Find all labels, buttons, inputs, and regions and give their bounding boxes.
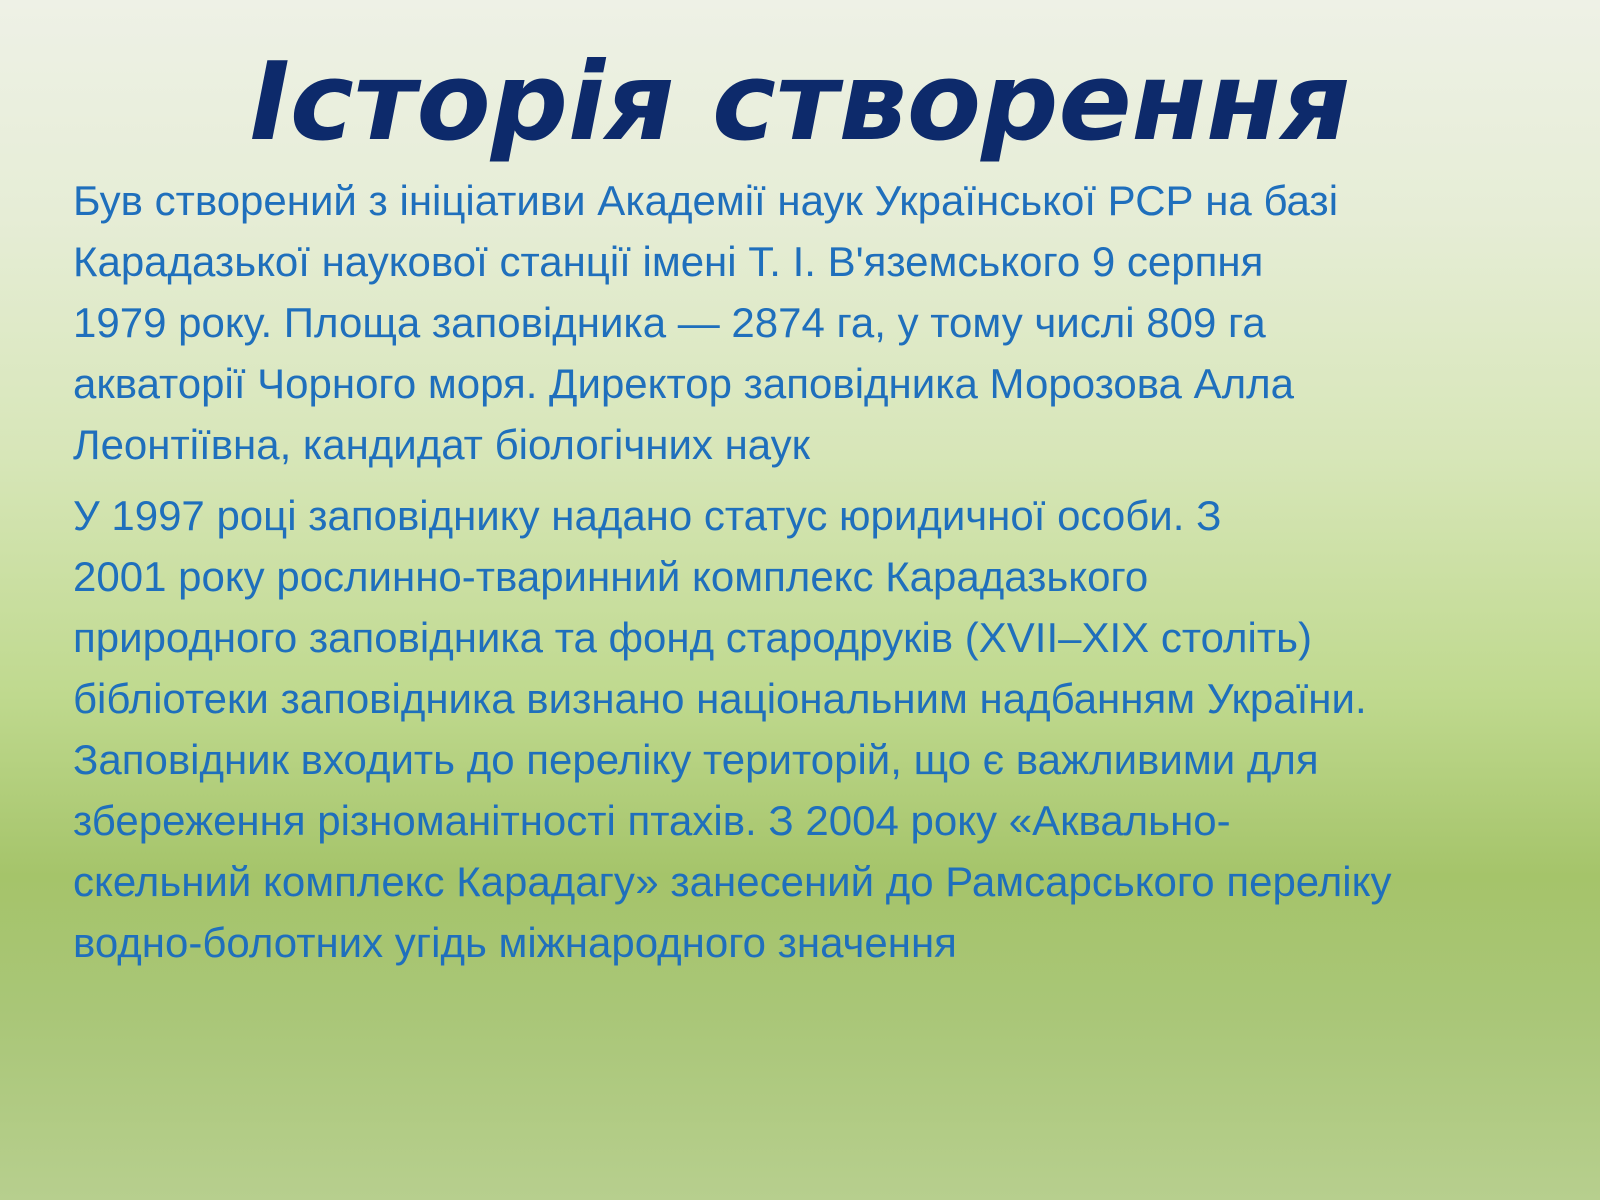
text-line: збереження різноманітності птахів. З 2004 року «Аквально- xyxy=(73,797,1231,844)
text-line: 1979 року. Площа заповідника — 2874 га, у тому числі 809 га xyxy=(73,299,1266,346)
text-line: акваторії Чорного моря. Директор заповідника Морозова Алла xyxy=(73,360,1294,407)
text-line: водно-болотних угідь міжнародного значення xyxy=(73,919,957,966)
text-line: скельний комплекс Карадагу» занесений до Рамсарського переліку xyxy=(73,858,1392,905)
text-line: 2001 року рослинно-тваринний комплекс Карадазького xyxy=(73,553,1149,600)
paragraph-history xyxy=(73,170,1573,475)
text-line: бібліотеки заповідника визнано національним надбанням України. xyxy=(73,675,1367,722)
text-line: Карадазької наукової станції імені Т. І. В'яземського 9 серпня xyxy=(73,238,1264,285)
text-line: природного заповідника та фонд стародруків (XVII–XIX століть) xyxy=(73,614,1312,661)
paragraph-status xyxy=(73,485,1573,973)
text-line: Леонтіївна, кандидат біологічних наук xyxy=(73,421,811,468)
text-line: Був створений з ініціативи Академії наук Української РСР на базі xyxy=(73,177,1339,224)
text-line: Заповідник входить до переліку територій, що є важливими для xyxy=(73,736,1319,783)
slide-title: Історія створення xyxy=(249,40,1351,165)
text-line: У 1997 році заповіднику надано статус юридичної особи. З xyxy=(73,492,1222,539)
slide-body xyxy=(73,170,1573,983)
